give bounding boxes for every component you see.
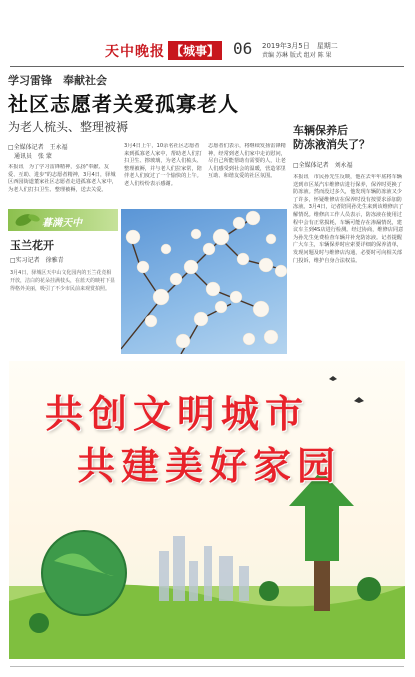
banner-label: 暮满天中	[42, 218, 82, 229]
page-header	[0, 0, 415, 68]
footer-rule	[10, 666, 404, 667]
editor-credits: 责编 苏琳 版式 组对 陈 果	[262, 52, 332, 59]
main-kicker: 学习雷锋 奉献社会	[8, 74, 107, 87]
section-tag: 【城事】	[168, 41, 222, 60]
section-banner	[8, 209, 118, 231]
main-subhead: 为老人梳头、整理被褥	[8, 120, 129, 134]
right-story-title: 车辆保养后 防冻液消失了？	[293, 124, 370, 151]
civic-poster	[9, 361, 405, 659]
page-number: 06	[233, 39, 253, 58]
main-byline: □全媒体记者 王永福 通讯员 张 蒙	[8, 144, 68, 160]
issue-date: 2019年3月5日 星期二	[262, 42, 338, 50]
poster-slogan-line-1: 共创文明城市	[45, 391, 310, 436]
magnolia-blossoms-image	[121, 209, 287, 354]
sidebox-text: 3月4日，驿城区天中山文化园内的玉兰花竞相开放，洁白的花朵挂满枝头，在蓝天的映衬下显得格外美丽，吸引了不少市民前来观赏拍照。	[10, 270, 116, 292]
main-column-3: 志愿者们表示，将继续发扬雷锋精神，经常到老人们家中走访慰问，尽自己所能帮助有需要的人，让老人们感受到社会的温暖，营造邻里互助、和谐友爱的社区氛围。	[208, 143, 286, 180]
sidebox-byline: □实习记者 徐雅青	[10, 257, 64, 264]
magnolia-sidebox	[8, 209, 118, 354]
masthead: 天中晚报	[105, 44, 165, 60]
right-story-text: 本报讯 市民孙先生反映，他在去年年底将车辆送到市区某汽车维修店进行保养，保养时更换了防冻液。然而没过多久，他发现车辆防冻液又少了许多，怀疑维修店在保养时没有按要求添加防冻液。3月4日，记者陪同孙先生来到该维修店了解情况。维修店工作人员表示，防冻液在使用过程中会有正常损耗，车辆可能存在渗漏情况，建议车主到4S店进行检测。经过协商，维修店同意为孙先生免费检查车辆并补充防冻液。记者提醒广大车主，车辆保养时应索要详细的保养清单，发现问题及时与维修店沟通，必要时可向相关部门投诉，维护自身合法权益。	[293, 174, 404, 264]
poster-slogan-line-2: 共建美好家园	[77, 443, 342, 488]
leaf-icon	[12, 209, 42, 231]
main-column-1: 本报讯 为了学习雷锋精神，弘扬"奉献、友爱、互助、进步"的志愿者精神，3月4日，驿城区西园街道董家社区志愿者走进孤寡老人家中，为老人们打扫卫生、整理被褥，送去关爱。	[8, 164, 117, 193]
main-column-2: 3月4日上午，10余名社区志愿者来到孤寡老人家中，帮助老人们打扫卫生、擦玻璃，为老人们梳头、整理被褥，并与老人们拉家常，陪伴老人们度过了一个愉快的上午。老人们纷纷表示感谢。	[124, 143, 202, 187]
main-headline: 社区志愿者关爱孤寡老人	[8, 92, 239, 116]
magnolia-photo	[121, 209, 287, 354]
header-rule	[10, 66, 404, 67]
sidebox-title: 玉兰花开	[10, 239, 54, 252]
right-story-byline: □全媒体记者 刘永福	[293, 162, 353, 169]
